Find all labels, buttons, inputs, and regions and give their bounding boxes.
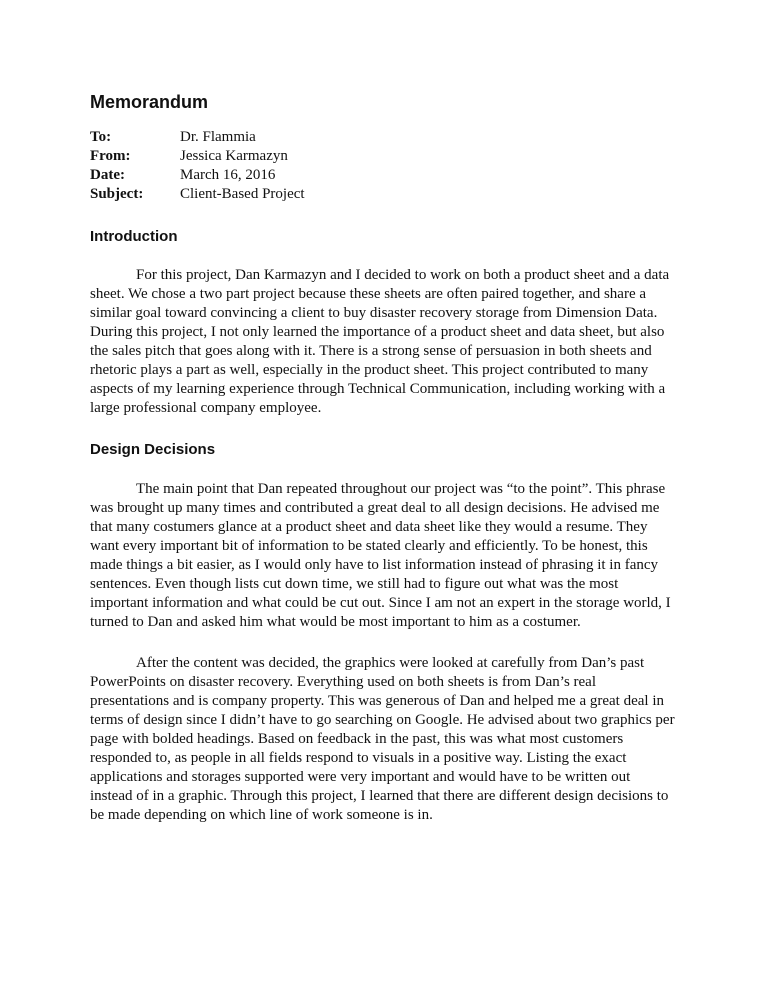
- header-value: Jessica Karmazyn: [180, 148, 288, 164]
- paragraph-line: The main point that Dan repeated throughout our project was “to the point”. This phrase: [136, 481, 666, 497]
- paragraph-line: presentations and is company property. This was generous of Dan and helped me a great deal in: [90, 693, 664, 709]
- paragraph-line: important information and what could be cut out. Since I am not an expert in the storage world, I: [90, 595, 671, 611]
- header-label: To:: [90, 129, 112, 145]
- header-row-to: [90, 128, 305, 147]
- header-value: Dr. Flammia: [180, 129, 256, 145]
- memo-title: Memorandum: [90, 92, 209, 112]
- paragraph-line: page with bolded headings. Based on feedback in the past, this was what most customers: [90, 731, 624, 747]
- paragraph: [90, 654, 690, 825]
- paragraph-line: similar goal toward convincing a client to buy disaster recovery storage from Dimension Data.: [90, 305, 658, 321]
- paragraph-line: sentences. Even though lists cut down time, we still had to figure out what was the most: [90, 576, 619, 592]
- paragraph-line: rhetoric plays a part as well, especially in the product sheet. This project contributed to many: [90, 362, 649, 378]
- paragraph-line: that many costumers glance at a product sheet and data sheet like they would a resume. They: [90, 519, 648, 535]
- paragraph-line: applications and storages supported were very important and would have to be written out: [90, 769, 631, 785]
- paragraph-line: sheet. We chose a two part project because these sheets are often paired together, and share a: [90, 286, 647, 302]
- section-heading-introduction: Introduction: [90, 228, 178, 245]
- paragraph-line: turned to Dan and asked him what would be most important to him as a costumer.: [90, 614, 581, 630]
- header-row-subject: [90, 185, 305, 204]
- paragraph-line: PowerPoints on disaster recovery. Everything used on both sheets is from Dan’s real: [90, 674, 597, 690]
- header-value: March 16, 2016: [180, 167, 276, 183]
- paragraph: [90, 266, 690, 418]
- section-heading-design-decisions: Design Decisions: [90, 441, 216, 458]
- paragraph-line: For this project, Dan Karmazyn and I decided to work on both a product sheet and a data: [136, 267, 670, 283]
- paragraph-line: large professional company employee.: [90, 400, 322, 416]
- paragraph-line: want every important bit of information to be stated clearly and efficiently. To be honest, this: [90, 538, 648, 554]
- header-label: Subject:: [90, 186, 144, 202]
- memo-header: [90, 128, 305, 204]
- header-label: From:: [90, 148, 131, 164]
- paragraph-line: the sales pitch that goes along with it. There is a strong sense of persuasion in both sheets and: [90, 343, 652, 359]
- paragraph-line: instead of in a graphic. Through this project, I learned that there are different design decisions to: [90, 788, 669, 804]
- paragraph-line: aspects of my learning experience through Technical Communication, including working with a: [90, 381, 666, 397]
- paragraph-line: responded to, as people in all fields respond to visuals in a positive way. Listing the exact: [90, 750, 627, 766]
- paragraph-line: was brought up many times and contributed a great deal to all design decisions. He advised me: [90, 500, 660, 516]
- paragraph-line: After the content was decided, the graphics were looked at carefully from Dan’s past: [136, 655, 645, 671]
- paragraph-line: During this project, I not only learned the importance of a product sheet and data sheet, but also: [90, 324, 665, 340]
- paragraph-line: be made depending on which line of work someone is in.: [90, 807, 433, 823]
- header-value: Client-Based Project: [180, 186, 305, 202]
- paragraph-line: made things a bit easier, as I would only have to list information instead of phrasing it in fancy: [90, 557, 659, 573]
- header-row-date: [90, 166, 305, 185]
- header-label: Date:: [90, 167, 125, 183]
- paragraph: [90, 480, 690, 632]
- header-row-from: [90, 147, 305, 166]
- paragraph-line: terms of design since I didn’t have to go searching on Google. He advised about two graphics per: [90, 712, 675, 728]
